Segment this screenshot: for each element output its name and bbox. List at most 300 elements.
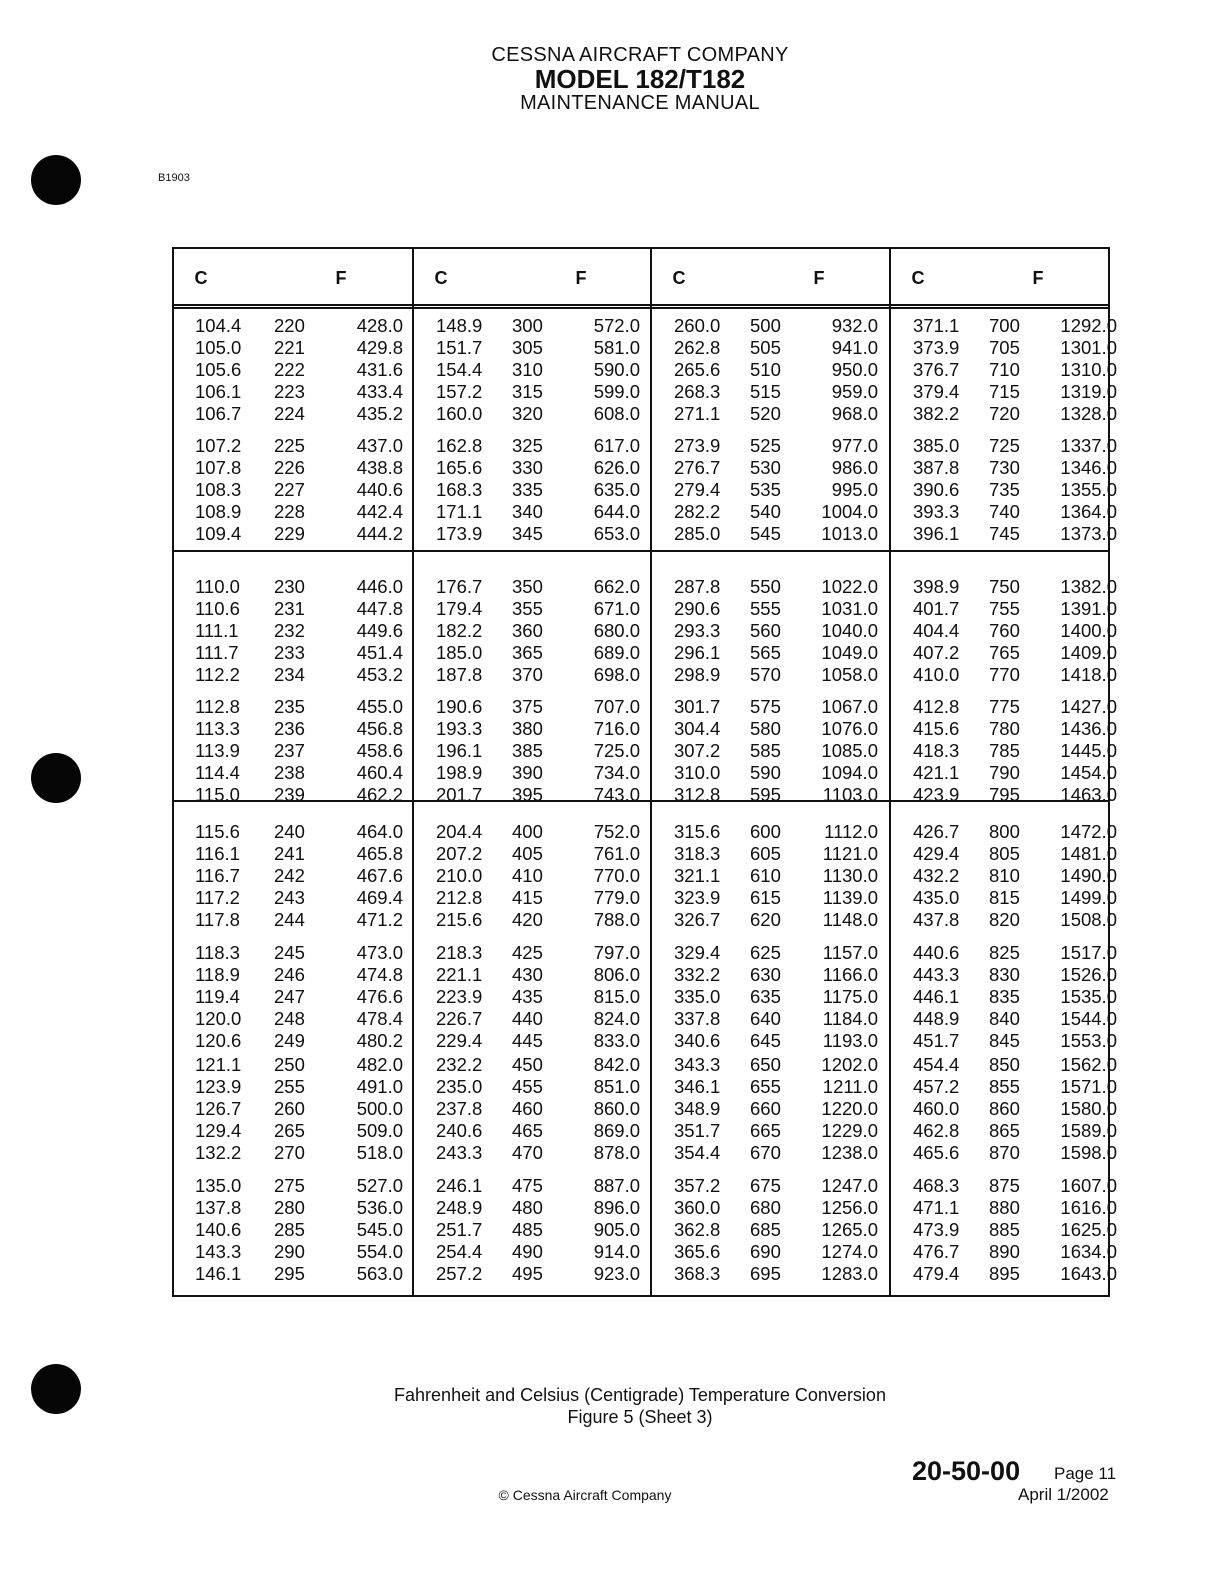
- temperature-value: 750: [989, 576, 1020, 597]
- temperature-value: 800: [989, 821, 1020, 842]
- celsius-value: 212.8: [436, 886, 483, 908]
- celsius-value: 140.6: [195, 1218, 242, 1240]
- fahrenheit-value: 815.0: [593, 985, 640, 1007]
- fahrenheit-value: 437.0: [356, 435, 403, 456]
- temperature-value: 280: [274, 1196, 305, 1218]
- temperature-value: 475: [512, 1175, 543, 1196]
- temperature-value: 595: [750, 783, 781, 805]
- temperature-value: 325: [512, 435, 543, 456]
- temperature-value: 480: [512, 1196, 543, 1218]
- celsius-value: 148.9: [436, 315, 483, 336]
- temperature-value: 530: [750, 456, 781, 478]
- fahrenheit-value: 770.0: [593, 864, 640, 886]
- celsius-value: 207.2: [436, 842, 483, 864]
- temperature-value: 745: [989, 522, 1020, 544]
- temperature-value: 725: [989, 435, 1020, 456]
- temperature-value: 220: [274, 315, 305, 336]
- celsius-value: 385.0: [913, 435, 960, 456]
- temperature-value: 249: [274, 1029, 305, 1051]
- header-celsius: C: [672, 268, 686, 288]
- celsius-value: 454.4: [913, 1054, 960, 1075]
- celsius-value: 196.1: [436, 739, 483, 761]
- celsius-value: 329.4: [674, 942, 721, 963]
- fahrenheit-value: 474.8: [356, 963, 403, 985]
- binder-hole-top: [31, 155, 81, 205]
- fahrenheit-value: 1058.0: [821, 663, 878, 685]
- celsius-value: 151.7: [436, 336, 483, 358]
- celsius-value: 105.0: [195, 336, 242, 358]
- temperature-value: 242: [274, 864, 305, 886]
- company-name: CESSNA AIRCRAFT COMPANY: [491, 44, 789, 66]
- celsius-value: 104.4: [195, 315, 242, 336]
- temperature-value: 865: [989, 1119, 1020, 1141]
- temperature-value: 345: [512, 522, 543, 544]
- celsius-value: 187.8: [436, 663, 483, 685]
- celsius-value: 304.4: [674, 717, 721, 739]
- celsius-value: 362.8: [674, 1218, 721, 1240]
- fahrenheit-value: 1049.0: [821, 641, 878, 663]
- celsius-value: 157.2: [436, 380, 483, 402]
- temperature-value: 320: [512, 402, 543, 424]
- celsius-value: 351.7: [674, 1119, 721, 1141]
- celsius-value: 440.6: [913, 942, 960, 963]
- celsius-value: 262.8: [674, 336, 721, 358]
- temperature-value: 490: [512, 1240, 543, 1262]
- fahrenheit-value: 671.0: [593, 597, 640, 619]
- temperature-value: 244: [274, 908, 305, 930]
- celsius-value: 426.7: [913, 821, 960, 842]
- temperature-value: 270: [274, 1141, 305, 1163]
- fahrenheit-value: 644.0: [593, 500, 640, 522]
- temperature-value: 485: [512, 1218, 543, 1240]
- fahrenheit-value: 431.6: [356, 358, 403, 380]
- temperature-value: 645: [750, 1029, 781, 1051]
- fahrenheit-value: 1220.0: [821, 1097, 878, 1119]
- temperature-value: 660: [750, 1097, 781, 1119]
- fahrenheit-value: 788.0: [593, 908, 640, 930]
- celsius-value: 468.3: [913, 1175, 960, 1196]
- fahrenheit-value: 1292.0: [1060, 315, 1117, 336]
- celsius-value: 379.4: [913, 380, 960, 402]
- celsius-value: 111.7: [195, 641, 239, 663]
- celsius-value: 108.9: [195, 500, 242, 522]
- celsius-value: 368.3: [674, 1262, 721, 1284]
- temperature-value: 875: [989, 1175, 1020, 1196]
- fahrenheit-value: 617.0: [593, 435, 640, 456]
- temperature-value: 640: [750, 1007, 781, 1029]
- section-code: 20-50-00: [912, 1456, 1021, 1486]
- fahrenheit-value: 1643.0: [1060, 1262, 1117, 1284]
- celsius-value: 318.3: [674, 842, 721, 864]
- temperature-value: 395: [512, 783, 543, 805]
- fahrenheit-value: 1103.0: [822, 783, 878, 805]
- temperature-value: 400: [512, 821, 543, 842]
- fahrenheit-value: 1634.0: [1060, 1240, 1117, 1262]
- fahrenheit-value: 440.6: [356, 478, 403, 500]
- fahrenheit-value: 1121.0: [822, 842, 878, 864]
- celsius-value: 254.4: [436, 1240, 483, 1262]
- celsius-value: 123.9: [195, 1075, 242, 1097]
- temperature-value: 565: [750, 641, 781, 663]
- temperature-value: 760: [989, 619, 1020, 641]
- fahrenheit-value: 473.0: [356, 942, 403, 963]
- fahrenheit-value: 1265.0: [821, 1218, 878, 1240]
- temperature-conversion-table: [172, 247, 1117, 1297]
- celsius-value: 404.4: [913, 619, 960, 641]
- fahrenheit-value: 896.0: [593, 1196, 640, 1218]
- celsius-value: 106.1: [195, 380, 242, 402]
- temperature-value: 740: [989, 500, 1020, 522]
- temperature-value: 885: [989, 1218, 1020, 1240]
- celsius-value: 446.1: [913, 985, 960, 1007]
- fahrenheit-value: 572.0: [593, 315, 640, 336]
- fahrenheit-value: 1004.0: [821, 500, 878, 522]
- celsius-value: 462.8: [913, 1119, 960, 1141]
- celsius-value: 479.4: [913, 1262, 960, 1284]
- celsius-value: 326.7: [674, 908, 721, 930]
- fahrenheit-value: 1337.0: [1060, 435, 1117, 456]
- temperature-value: 880: [989, 1196, 1020, 1218]
- fahrenheit-value: 995.0: [831, 478, 878, 500]
- celsius-value: 360.0: [674, 1196, 721, 1218]
- celsius-value: 354.4: [674, 1141, 721, 1163]
- temperature-value: 670: [750, 1141, 781, 1163]
- celsius-value: 423.9: [913, 783, 960, 805]
- fahrenheit-value: 860.0: [593, 1097, 640, 1119]
- celsius-value: 332.2: [674, 963, 721, 985]
- fahrenheit-value: 1454.0: [1060, 761, 1117, 783]
- header-celsius: C: [194, 268, 208, 288]
- celsius-value: 410.0: [913, 663, 960, 685]
- fahrenheit-value: 1238.0: [821, 1141, 878, 1163]
- temperature-value: 233: [274, 641, 305, 663]
- fahrenheit-value: 1436.0: [1060, 717, 1117, 739]
- celsius-value: 432.2: [913, 864, 960, 886]
- fahrenheit-value: 446.0: [356, 576, 403, 597]
- fahrenheit-value: 905.0: [593, 1218, 640, 1240]
- temperature-value: 755: [989, 597, 1020, 619]
- celsius-value: 210.0: [436, 864, 483, 886]
- temperature-value: 570: [750, 663, 781, 685]
- celsius-value: 118.3: [195, 942, 240, 963]
- temperature-value: 247: [274, 985, 305, 1007]
- temperature-value: 830: [989, 963, 1020, 985]
- fahrenheit-value: 1283.0: [821, 1262, 878, 1284]
- celsius-value: 237.8: [436, 1097, 483, 1119]
- celsius-value: 448.9: [913, 1007, 960, 1029]
- temperature-value: 775: [989, 696, 1020, 717]
- manual-title: MAINTENANCE MANUAL: [520, 92, 760, 114]
- celsius-value: 396.1: [913, 522, 960, 544]
- celsius-value: 265.6: [674, 358, 721, 380]
- fahrenheit-value: 824.0: [593, 1007, 640, 1029]
- celsius-value: 120.6: [195, 1029, 242, 1051]
- temperature-value: 455: [512, 1075, 543, 1097]
- temperature-value: 222: [274, 358, 305, 380]
- temperature-value: 243: [274, 886, 305, 908]
- fahrenheit-value: 451.4: [356, 641, 403, 663]
- fahrenheit-value: 1184.0: [822, 1007, 878, 1029]
- temperature-value: 500: [750, 315, 781, 336]
- temperature-value: 505: [750, 336, 781, 358]
- temperature-value: 790: [989, 761, 1020, 783]
- model-title: MODEL 182/T182: [534, 64, 746, 94]
- temperature-value: 525: [750, 435, 781, 456]
- fahrenheit-value: 1490.0: [1060, 864, 1117, 886]
- table-header: [174, 249, 1108, 309]
- fahrenheit-value: 456.8: [356, 717, 403, 739]
- celsius-value: 109.4: [195, 522, 242, 544]
- celsius-value: 476.7: [913, 1240, 960, 1262]
- fahrenheit-value: 518.0: [356, 1141, 403, 1163]
- fahrenheit-value: 476.6: [356, 985, 403, 1007]
- fahrenheit-value: 959.0: [831, 380, 878, 402]
- row-divider: [174, 550, 1108, 552]
- celsius-value: 376.7: [913, 358, 960, 380]
- temperature-value: 227: [274, 478, 305, 500]
- celsius-value: 193.3: [436, 717, 483, 739]
- celsius-value: 173.9: [436, 522, 483, 544]
- fahrenheit-value: 509.0: [356, 1119, 403, 1141]
- temperature-value: 895: [989, 1262, 1020, 1284]
- celsius-value: 117.2: [195, 886, 240, 908]
- celsius-value: 215.6: [436, 908, 483, 930]
- fahrenheit-value: 1598.0: [1060, 1141, 1117, 1163]
- temperature-value: 605: [750, 842, 781, 864]
- temperature-value: 365: [512, 641, 543, 663]
- fahrenheit-value: 1607.0: [1060, 1175, 1117, 1196]
- fahrenheit-value: 833.0: [593, 1029, 640, 1051]
- fahrenheit-value: 536.0: [356, 1196, 403, 1218]
- celsius-value: 185.0: [436, 641, 483, 663]
- celsius-value: 154.4: [436, 358, 483, 380]
- celsius-value: 112.8: [195, 696, 240, 717]
- fahrenheit-value: 1013.0: [821, 522, 878, 544]
- celsius-value: 226.7: [436, 1007, 483, 1029]
- temperature-value: 625: [750, 942, 781, 963]
- temperature-value: 248: [274, 1007, 305, 1029]
- temperature-value: 330: [512, 456, 543, 478]
- celsius-value: 248.9: [436, 1196, 483, 1218]
- temperature-value: 615: [750, 886, 781, 908]
- fahrenheit-value: 1463.0: [1060, 783, 1117, 805]
- temperature-value: 232: [274, 619, 305, 641]
- celsius-value: 435.0: [913, 886, 960, 908]
- temperature-value: 695: [750, 1262, 781, 1284]
- fahrenheit-value: 635.0: [593, 478, 640, 500]
- row-divider: [174, 800, 1108, 802]
- fahrenheit-value: 1481.0: [1060, 842, 1117, 864]
- celsius-value: 113.9: [195, 739, 240, 761]
- temperature-value: 540: [750, 500, 781, 522]
- temperature-value: 239: [274, 783, 305, 805]
- temperature-value: 375: [512, 696, 543, 717]
- fahrenheit-value: 986.0: [831, 456, 878, 478]
- celsius-value: 115.6: [195, 821, 240, 842]
- celsius-value: 340.6: [674, 1029, 721, 1051]
- temperature-value: 585: [750, 739, 781, 761]
- fahrenheit-value: 482.0: [356, 1054, 403, 1075]
- temperature-value: 305: [512, 336, 543, 358]
- temperature-value: 228: [274, 500, 305, 522]
- figure-caption: [300, 1384, 980, 1428]
- fahrenheit-value: 554.0: [356, 1240, 403, 1262]
- fahrenheit-value: 460.4: [356, 761, 403, 783]
- celsius-value: 390.6: [913, 478, 960, 500]
- fahrenheit-value: 941.0: [831, 336, 878, 358]
- temperature-value: 223: [274, 380, 305, 402]
- fahrenheit-value: 478.4: [356, 1007, 403, 1029]
- fahrenheit-value: 455.0: [356, 696, 403, 717]
- celsius-value: 201.7: [436, 783, 483, 805]
- temperature-value: 545: [750, 522, 781, 544]
- fahrenheit-value: 464.0: [356, 821, 403, 842]
- temperature-value: 260: [274, 1097, 305, 1119]
- celsius-value: 337.8: [674, 1007, 721, 1029]
- fahrenheit-value: 527.0: [356, 1175, 403, 1196]
- fahrenheit-value: 1400.0: [1060, 619, 1117, 641]
- fahrenheit-value: 707.0: [593, 696, 640, 717]
- fahrenheit-value: 1526.0: [1060, 963, 1117, 985]
- fahrenheit-value: 480.2: [356, 1029, 403, 1051]
- celsius-value: 421.1: [913, 761, 960, 783]
- celsius-value: 387.8: [913, 456, 960, 478]
- temperature-value: 250: [274, 1054, 305, 1075]
- temperature-value: 241: [274, 842, 305, 864]
- celsius-value: 182.2: [436, 619, 483, 641]
- fahrenheit-value: 851.0: [593, 1075, 640, 1097]
- celsius-value: 382.2: [913, 402, 960, 424]
- temperature-value: 275: [274, 1175, 305, 1196]
- temperature-value: 720: [989, 402, 1020, 424]
- fahrenheit-value: 442.4: [356, 500, 403, 522]
- celsius-value: 106.7: [195, 402, 242, 424]
- temperature-value: 810: [989, 864, 1020, 886]
- celsius-value: 165.6: [436, 456, 483, 478]
- temperature-value: 440: [512, 1007, 543, 1029]
- fahrenheit-value: 469.4: [356, 886, 403, 908]
- celsius-value: 285.0: [674, 522, 721, 544]
- fahrenheit-value: 438.8: [356, 456, 403, 478]
- temperature-value: 370: [512, 663, 543, 685]
- temperature-value: 510: [750, 358, 781, 380]
- temperature-value: 245: [274, 942, 305, 963]
- celsius-value: 190.6: [436, 696, 483, 717]
- fahrenheit-value: 914.0: [593, 1240, 640, 1262]
- fahrenheit-value: 1211.0: [822, 1075, 878, 1097]
- temperature-value: 300: [512, 315, 543, 336]
- celsius-value: 110.6: [195, 597, 240, 619]
- fahrenheit-value: 725.0: [593, 739, 640, 761]
- celsius-value: 457.2: [913, 1075, 960, 1097]
- fahrenheit-value: 1562.0: [1060, 1054, 1117, 1075]
- temperature-value: 350: [512, 576, 543, 597]
- celsius-value: 471.1: [913, 1196, 960, 1218]
- fahrenheit-value: 806.0: [593, 963, 640, 985]
- fahrenheit-value: 465.8: [356, 842, 403, 864]
- temperature-value: 430: [512, 963, 543, 985]
- temperature-value: 840: [989, 1007, 1020, 1029]
- revision-date: April 1/2002: [1018, 1485, 1109, 1504]
- fahrenheit-value: 433.4: [356, 380, 403, 402]
- celsius-value: 112.2: [195, 663, 240, 685]
- celsius-value: 451.7: [913, 1029, 960, 1051]
- temperature-value: 770: [989, 663, 1020, 685]
- temperature-value: 820: [989, 908, 1020, 930]
- temperature-value: 460: [512, 1097, 543, 1119]
- temperature-value: 230: [274, 576, 305, 597]
- temperature-value: 420: [512, 908, 543, 930]
- celsius-value: 120.0: [195, 1007, 242, 1029]
- temperature-value: 650: [750, 1054, 781, 1075]
- temperature-value: 265: [274, 1119, 305, 1141]
- temperature-value: 231: [274, 597, 305, 619]
- fahrenheit-value: 662.0: [593, 576, 640, 597]
- temperature-value: 845: [989, 1029, 1020, 1051]
- celsius-value: 110.0: [195, 576, 240, 597]
- fahrenheit-value: 599.0: [593, 380, 640, 402]
- fahrenheit-value: 1544.0: [1060, 1007, 1117, 1029]
- celsius-value: 443.3: [913, 963, 960, 985]
- celsius-value: 116.7: [195, 864, 240, 886]
- celsius-value: 371.1: [913, 315, 960, 336]
- temperature-value: 380: [512, 717, 543, 739]
- fahrenheit-value: 761.0: [593, 842, 640, 864]
- fahrenheit-value: 977.0: [831, 435, 878, 456]
- celsius-value: 162.8: [436, 435, 483, 456]
- fahrenheit-value: 680.0: [593, 619, 640, 641]
- copyright-notice: © Cessna Aircraft Company: [498, 1487, 672, 1503]
- celsius-value: 418.3: [913, 739, 960, 761]
- fahrenheit-value: 1139.0: [822, 886, 878, 908]
- fahrenheit-value: 458.6: [356, 739, 403, 761]
- celsius-value: 135.0: [195, 1175, 242, 1196]
- fahrenheit-value: 878.0: [593, 1141, 640, 1163]
- fahrenheit-value: 1409.0: [1060, 641, 1117, 663]
- fahrenheit-value: 1346.0: [1060, 456, 1117, 478]
- temperature-value: 700: [989, 315, 1020, 336]
- celsius-value: 229.4: [436, 1029, 483, 1051]
- celsius-value: 132.2: [195, 1141, 242, 1163]
- header-fahrenheit: F: [335, 268, 347, 288]
- celsius-value: 279.4: [674, 478, 721, 500]
- temperature-value: 495: [512, 1262, 543, 1284]
- celsius-value: 293.3: [674, 619, 721, 641]
- fahrenheit-value: 1130.0: [822, 864, 878, 886]
- celsius-value: 287.8: [674, 576, 721, 597]
- celsius-value: 373.9: [913, 336, 960, 358]
- temperature-value: 610: [750, 864, 781, 886]
- temperature-value: 765: [989, 641, 1020, 663]
- fahrenheit-value: 1319.0: [1060, 380, 1117, 402]
- column-divider: [650, 249, 652, 1295]
- fahrenheit-value: 968.0: [831, 402, 878, 424]
- celsius-value: 298.9: [674, 663, 721, 685]
- temperature-value: 335: [512, 478, 543, 500]
- temperature-value: 835: [989, 985, 1020, 1007]
- page-number: Page 11: [1054, 1464, 1117, 1483]
- celsius-value: 107.8: [195, 456, 242, 478]
- fahrenheit-value: 1193.0: [822, 1029, 878, 1051]
- fahrenheit-value: 1157.0: [822, 942, 878, 963]
- celsius-value: 323.9: [674, 886, 721, 908]
- fahrenheit-value: 950.0: [831, 358, 878, 380]
- temperature-value: 850: [989, 1054, 1020, 1075]
- celsius-value: 357.2: [674, 1175, 721, 1196]
- temperature-value: 730: [989, 456, 1020, 478]
- temperature-value: 221: [274, 336, 305, 358]
- fahrenheit-value: 1382.0: [1060, 576, 1117, 597]
